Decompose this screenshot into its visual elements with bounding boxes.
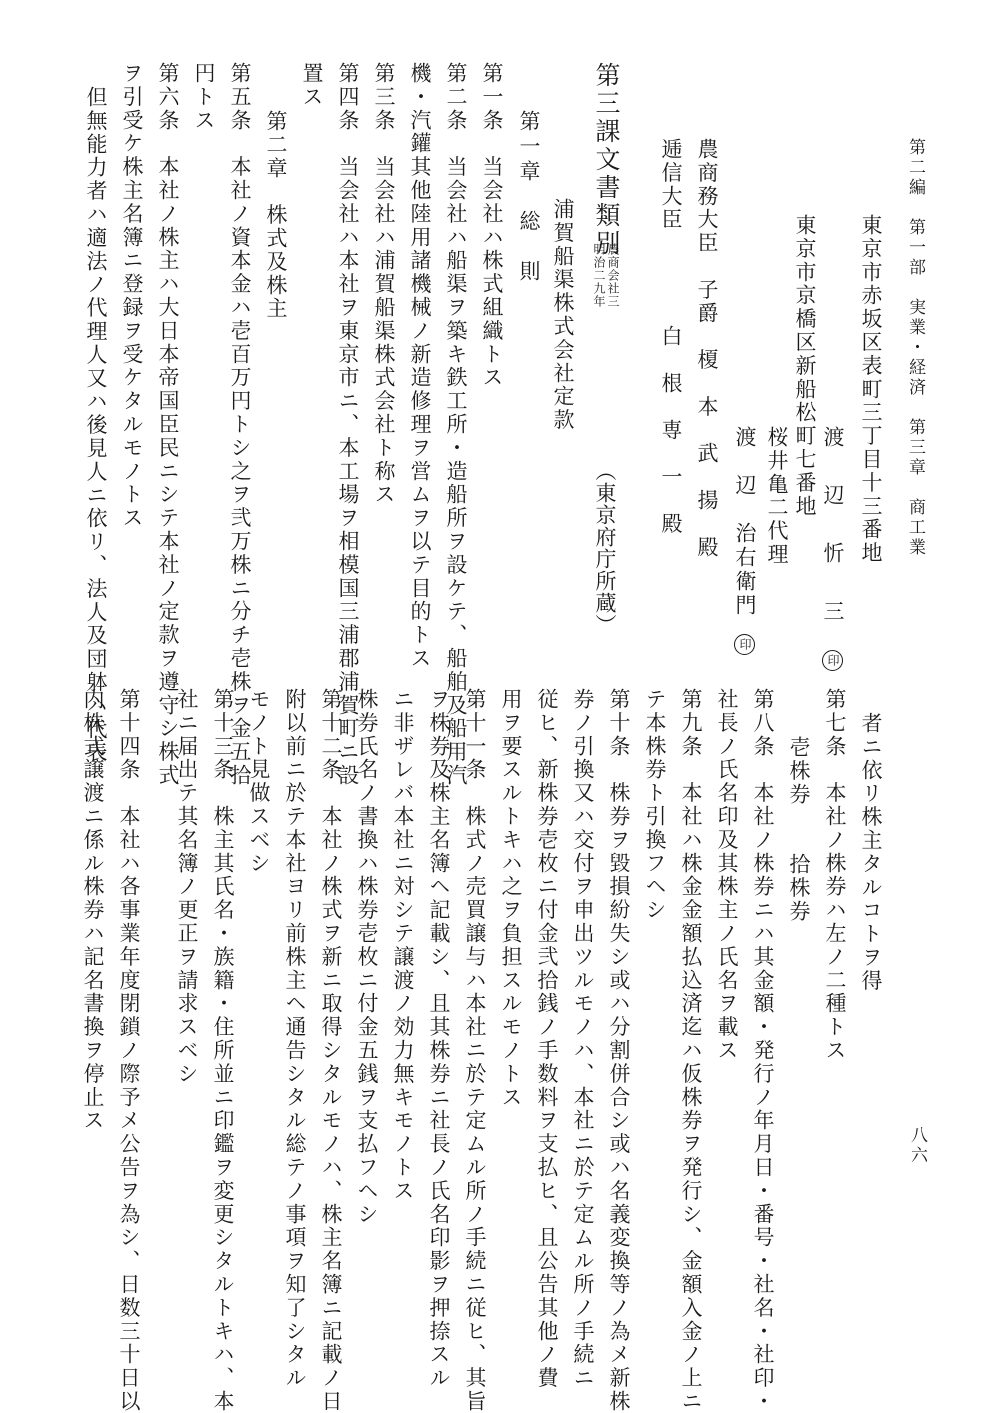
reference-line-1: 農商会社三 — [606, 243, 620, 308]
article-line: 株券氏名ノ書換ハ株券壱枚ニ付金五銭ヲ支払フヘシ — [355, 688, 379, 1227]
article-line: 第四条 当会社ハ本社ヲ東京市ニ、本工場ヲ相模国三浦郡浦賀町ニ設 — [336, 62, 360, 788]
article-line: 置ス — [300, 62, 324, 109]
addressee-2: 逓信大臣 白 根 専 一 殿 — [659, 138, 683, 536]
signer-1 — [822, 426, 843, 671]
article-line: 第十四条 本社ハ各事業年度閉鎖ノ際予メ公告ヲ為シ、日数三十日以 — [117, 688, 141, 1413]
article-line: 機・汽鑵其他陸用諸機械ノ新造修理ヲ営ムヲ以テ目的トス — [408, 62, 432, 671]
running-head: 第二編 第一部 実業・経済 第三章 商工業 — [905, 138, 925, 558]
article-line: ニ非ザレバ本社ニ対シテ譲渡ノ効力無キモノトス — [391, 688, 415, 1203]
page-number: 八六 — [907, 1126, 927, 1166]
article-line: 社長ノ氏名印及其株主ノ氏名ヲ載ス — [715, 688, 739, 1063]
article-line: 第八条 本社ノ株券ニハ其金額・発行ノ年月日・番号・社名・社印・ — [751, 688, 775, 1413]
article-line: 第九条 本社ハ株金金額払込済迄ハ仮株券ヲ発行シ、金額入金ノ上ニ — [679, 688, 703, 1413]
signer-1-name: 渡 辺 忻 三 — [821, 426, 845, 629]
article-line: 第七条 本社ノ株券ハ左ノ二種トス — [823, 688, 847, 1063]
chapter-heading: 第一章 総 則 — [517, 110, 541, 285]
article-line: ヲ株券及株主名簿ヘ記載シ、且其株券ニ社長ノ氏名印影ヲ押捺スル — [427, 688, 451, 1390]
addressee-1: 農商務大臣 子爵 榎 本 武 揚 殿 — [695, 138, 719, 560]
article-line: 第五条 本社ノ資本金ハ壱百万円トシ之ヲ弐万株ニ分チ壱株ヲ金五拾 — [228, 62, 252, 788]
signer-2 — [734, 426, 755, 655]
article-line: 第三条 当会社ハ浦賀船渠株式会社ト称ス — [372, 62, 396, 507]
agent-label: 桜井亀二代理 — [765, 426, 789, 567]
article-line: 第十条 株券ヲ毀損紛失シ或ハ分割併合シ或ハ名義変換等ノ為メ新株 — [607, 688, 631, 1413]
article-line: 第二条 当会社ハ船渠ヲ築キ鉄工所・造船所ヲ設ケテ、船舶及船用汽 — [444, 62, 468, 788]
article-line: 第六条 本社ノ株主ハ大日本帝国臣民ニシテ本社ノ定款ヲ遵守シ株式 — [156, 62, 180, 788]
article-line: 第十三条 株主其氏名・族籍・住所並ニ印鑑ヲ変更シタルトキハ、本 — [211, 688, 235, 1413]
article-line: 但無能力者ハ適法ノ代理人又ハ後見人ニ依リ、法人及団躰ハ代表 — [84, 86, 108, 765]
article-line: 第十一条 株式ノ売買譲与ハ本社ニ於テ定ムル所ノ手続ニ従ヒ、其旨 — [463, 688, 487, 1413]
chapter-heading: 第二章 株式及株主 — [264, 110, 288, 321]
source-note: （東京府庁所蔵） — [593, 460, 617, 636]
article-line: 円トス — [192, 62, 216, 133]
seal-stamp-icon: 印 — [822, 650, 843, 671]
article-line: ヲ引受ケ株主名簿ニ登録ヲ受ケタルモノトス — [120, 62, 144, 530]
article-line: 第十二条 本社ノ株式ヲ新ニ取得シタルモノハ、株主名簿ニ記載ノ日 — [319, 688, 343, 1413]
article-line: 第一条 当会社ハ株式組織トス — [480, 62, 504, 390]
address-line-1: 東京市赤坂区表町三丁目十三番地 — [859, 214, 883, 565]
signer-2-name: 渡 辺 治右衛門 — [733, 426, 757, 618]
article-line: 内株式譲渡ニ係ル株券ハ記名書換ヲ停止ス — [81, 688, 105, 1133]
article-line: 附以前ニ於テ本社ヨリ前株主ヘ通告シタル総テノ事項ヲ知了シタル — [283, 688, 307, 1390]
article-line: テ本株券ト引換フヘシ — [643, 688, 667, 922]
seal-stamp-icon: 印 — [734, 634, 755, 655]
section-title: 第三課文書類別 — [592, 62, 621, 258]
article-line: 者ニ依リ株主タルコトヲ得 — [859, 712, 883, 993]
address-line-2: 東京市京橋区新船松町七番地 — [793, 214, 817, 519]
document-title: 浦賀船渠株式会社定款 — [551, 198, 575, 432]
article-line: 用ヲ要スルトキハ之ヲ負担スルモノトス — [499, 688, 523, 1110]
article-line: 従ヒ、新株券壱枚ニ付金弐拾銭ノ手数料ヲ支払ヒ、且公告其他ノ費 — [535, 688, 559, 1390]
article-line: モノト見做スベシ — [247, 688, 271, 876]
reference-line-2: 明治二九年 — [592, 243, 606, 308]
article-line: 社ニ届出テ其名簿ノ更正ヲ請求スベシ — [175, 688, 199, 1086]
article-line: 券ノ引換又ハ交付ヲ申出ツルモノハ、本社ニ於テ定ムル所ノ手続ニ — [571, 688, 595, 1390]
article-line: 壱株券 拾株券 — [787, 736, 811, 924]
